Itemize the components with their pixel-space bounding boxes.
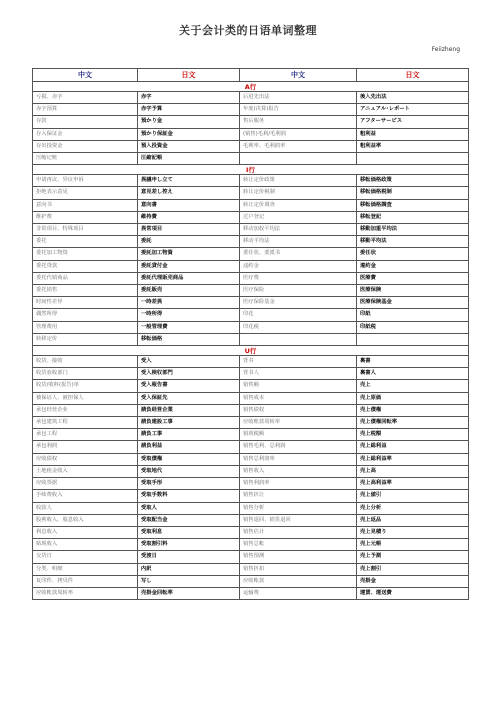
chinese-term-cell: 委任状、委派书 bbox=[240, 248, 357, 260]
japanese-term-cell: 請負利益 bbox=[138, 441, 240, 453]
table-row bbox=[33, 333, 469, 345]
table-row bbox=[33, 297, 469, 309]
japanese-term-cell: 後入先出法 bbox=[357, 92, 469, 104]
japanese-term-cell: 一般管理費 bbox=[138, 321, 240, 333]
chinese-term-cell: 收货、接收 bbox=[33, 356, 138, 368]
japanese-term-cell: 請負工事 bbox=[138, 429, 240, 441]
table-row bbox=[33, 248, 469, 260]
chinese-term-cell: 转让定价调查 bbox=[240, 199, 357, 211]
chinese-term-cell bbox=[240, 153, 357, 165]
chinese-term-cell: 亏损、赤字 bbox=[33, 92, 138, 104]
chinese-term-cell: 委托贷款 bbox=[33, 260, 138, 272]
header-row bbox=[33, 69, 469, 82]
header-chinese: 中文 bbox=[33, 69, 138, 82]
japanese-term-cell: 売上債権回転率 bbox=[357, 417, 469, 429]
chinese-term-cell: 委托 bbox=[33, 236, 138, 248]
chinese-term-cell: 销售预测 bbox=[240, 551, 357, 563]
table-row bbox=[33, 356, 469, 368]
chinese-term-cell: 时间性差异 bbox=[33, 297, 138, 309]
japanese-term-cell bbox=[357, 333, 469, 345]
header-chinese: 中文 bbox=[240, 69, 357, 82]
table-row bbox=[33, 116, 469, 128]
chinese-term-cell bbox=[240, 333, 357, 345]
chinese-term-cell: 转移定价 bbox=[33, 333, 138, 345]
japanese-term-cell: 売掛金 bbox=[357, 575, 469, 587]
chinese-term-cell: 手续费收入 bbox=[33, 490, 138, 502]
japanese-term-cell: 委託加工物資 bbox=[138, 248, 240, 260]
chinese-term-cell: 应收票据 bbox=[33, 478, 138, 490]
chinese-term-cell: 销售分析 bbox=[240, 502, 357, 514]
vocabulary-table bbox=[32, 68, 469, 600]
japanese-term-cell: 写し bbox=[138, 575, 240, 587]
table-row bbox=[33, 453, 469, 465]
chinese-term-cell: 销售估计 bbox=[240, 526, 357, 538]
table-row bbox=[33, 539, 469, 551]
table-row bbox=[33, 514, 469, 526]
japanese-term-cell: 医療費 bbox=[357, 272, 469, 284]
chinese-term-cell: 后进先出法 bbox=[240, 92, 357, 104]
chinese-term-cell: 售后服务 bbox=[240, 116, 357, 128]
chinese-term-cell: 背书 bbox=[240, 356, 357, 368]
japanese-term-cell: 医療保険基金 bbox=[357, 297, 469, 309]
chinese-term-cell: 销售额 bbox=[240, 380, 357, 392]
chinese-term-cell: 收货/收料(报告)单 bbox=[33, 380, 138, 392]
chinese-term-cell: (销售)毛利/毛利润 bbox=[240, 128, 357, 140]
header-japanese: 日文 bbox=[138, 69, 240, 82]
table-row bbox=[33, 104, 469, 116]
japanese-term-cell: 請負経営企業 bbox=[138, 404, 240, 416]
chinese-term-cell: 转让定价税制 bbox=[240, 187, 357, 199]
japanese-term-cell: 受取手数料 bbox=[138, 490, 240, 502]
table-row bbox=[33, 199, 469, 211]
chinese-term-cell: 过户登记 bbox=[240, 211, 357, 223]
japanese-term-cell: 売上債権 bbox=[357, 404, 469, 416]
chinese-term-cell: 销售退回、销货退回 bbox=[240, 514, 357, 526]
japanese-term-cell: 受取利息 bbox=[138, 526, 240, 538]
chinese-term-cell: 应收帐款周转率 bbox=[33, 587, 138, 599]
chinese-term-cell: 销售折让 bbox=[240, 490, 357, 502]
chinese-term-cell: 分类、明细 bbox=[33, 563, 138, 575]
japanese-term-cell: 売掛金回転率 bbox=[138, 587, 240, 599]
table-row bbox=[33, 392, 469, 404]
table-row bbox=[33, 92, 469, 104]
japanese-term-cell: 裏書人 bbox=[357, 368, 469, 380]
japanese-term-cell: 預かり金 bbox=[138, 116, 240, 128]
table-row bbox=[33, 224, 469, 236]
chinese-term-cell: 销售成本 bbox=[240, 392, 357, 404]
japanese-term-cell: 売上高利益率 bbox=[357, 478, 469, 490]
table-row bbox=[33, 175, 469, 187]
table-row bbox=[33, 285, 469, 297]
author-name: Feiizheng bbox=[431, 46, 460, 53]
table-row bbox=[33, 368, 469, 380]
japanese-term-cell: 委託代理販売商品 bbox=[138, 272, 240, 284]
section-label: A行 bbox=[33, 82, 469, 92]
japanese-term-cell: 売上値引 bbox=[357, 490, 469, 502]
chinese-term-cell: 偶然所得 bbox=[33, 309, 138, 321]
japanese-term-cell: 売上原価 bbox=[357, 392, 469, 404]
section-header-row bbox=[33, 165, 469, 175]
chinese-term-cell: 违约金 bbox=[240, 260, 357, 272]
chinese-term-cell: 承包工程 bbox=[33, 429, 138, 441]
japanese-term-cell: 運賃、運送費 bbox=[357, 587, 469, 599]
chinese-term-cell: 承包建筑工程 bbox=[33, 417, 138, 429]
japanese-term-cell: 粗利益率 bbox=[357, 140, 469, 152]
chinese-term-cell: 申请再议、异议申诉 bbox=[33, 175, 138, 187]
japanese-term-cell: 一時所得 bbox=[138, 309, 240, 321]
japanese-term-cell: 内訳 bbox=[138, 563, 240, 575]
japanese-term-cell: 一時差異 bbox=[138, 297, 240, 309]
table-row bbox=[33, 441, 469, 453]
japanese-term-cell: 粗利益 bbox=[357, 128, 469, 140]
chinese-term-cell: 移动平均法 bbox=[240, 236, 357, 248]
chinese-term-cell: 意向书 bbox=[33, 199, 138, 211]
japanese-term-cell: 売上分析 bbox=[357, 502, 469, 514]
chinese-term-cell: 承包经营企业 bbox=[33, 404, 138, 416]
chinese-term-cell: 非常项目、特殊项目 bbox=[33, 224, 138, 236]
japanese-term-cell: 移転登記 bbox=[357, 211, 469, 223]
chinese-term-cell: 医疗保险 bbox=[240, 285, 357, 297]
japanese-term-cell: 受取地代 bbox=[138, 465, 240, 477]
japanese-term-cell: 請負建設工事 bbox=[138, 417, 240, 429]
chinese-term-cell: 存款 bbox=[33, 116, 138, 128]
table-row bbox=[33, 526, 469, 538]
section-header-row bbox=[33, 82, 469, 92]
chinese-term-cell: 股利收入、股息收入 bbox=[33, 514, 138, 526]
table-row bbox=[33, 490, 469, 502]
chinese-term-cell: 年度(决算)报告 bbox=[240, 104, 357, 116]
japanese-term-cell: 異議申し立て bbox=[138, 175, 240, 187]
table-row bbox=[33, 236, 469, 248]
japanese-term-cell: 売上返品 bbox=[357, 514, 469, 526]
japanese-term-cell: 受入報告書 bbox=[138, 380, 240, 392]
chinese-term-cell: 印花税 bbox=[240, 321, 357, 333]
japanese-term-cell: 預入投資金 bbox=[138, 140, 240, 152]
chinese-term-cell: 销售债权 bbox=[240, 404, 357, 416]
japanese-term-cell: 移転価格 bbox=[138, 333, 240, 345]
japanese-term-cell: 移動加重平均法 bbox=[357, 224, 469, 236]
japanese-term-cell: 医療保険 bbox=[357, 285, 469, 297]
table-row bbox=[33, 272, 469, 284]
japanese-term-cell: 受取配当金 bbox=[138, 514, 240, 526]
japanese-term-cell: 受入保証先 bbox=[138, 392, 240, 404]
chinese-term-cell: 压缩记账 bbox=[33, 153, 138, 165]
japanese-term-cell bbox=[357, 153, 469, 165]
japanese-term-cell: 維持費 bbox=[138, 211, 240, 223]
chinese-term-cell: 销售毛利、总利润 bbox=[240, 441, 357, 453]
japanese-term-cell: 売上見積り bbox=[357, 526, 469, 538]
japanese-term-cell: 意見差し控え bbox=[138, 187, 240, 199]
japanese-term-cell: アニュアル･レポート bbox=[357, 104, 469, 116]
japanese-term-cell: 移転価格調査 bbox=[357, 199, 469, 211]
japanese-term-cell: 印紙税 bbox=[357, 321, 469, 333]
japanese-term-cell: 売上元帳 bbox=[357, 539, 469, 551]
chinese-term-cell: 复印件、拷贝件 bbox=[33, 575, 138, 587]
chinese-term-cell: 维护费 bbox=[33, 211, 138, 223]
chinese-term-cell: 印花 bbox=[240, 309, 357, 321]
table-row bbox=[33, 563, 469, 575]
japanese-term-cell: 売上予測 bbox=[357, 551, 469, 563]
chinese-term-cell: 销售收入 bbox=[240, 465, 357, 477]
chinese-term-cell: 存入保证金 bbox=[33, 128, 138, 140]
table-row bbox=[33, 478, 469, 490]
section-header-row bbox=[33, 346, 469, 356]
japanese-term-cell: 受渡日 bbox=[138, 551, 240, 563]
japanese-term-cell: 預かり保証金 bbox=[138, 128, 240, 140]
chinese-term-cell: 交货日 bbox=[33, 551, 138, 563]
chinese-term-cell: 医疗费 bbox=[240, 272, 357, 284]
table-row bbox=[33, 587, 469, 599]
section-label: U行 bbox=[33, 346, 469, 356]
chinese-term-cell: 利息收入 bbox=[33, 526, 138, 538]
japanese-term-cell: 委託貸付金 bbox=[138, 260, 240, 272]
japanese-term-cell: 移転価格税制 bbox=[357, 187, 469, 199]
japanese-term-cell: 裏書 bbox=[357, 356, 469, 368]
table-row bbox=[33, 465, 469, 477]
chinese-term-cell: 应收债权 bbox=[33, 453, 138, 465]
table-row bbox=[33, 128, 469, 140]
japanese-term-cell: 売上高 bbox=[357, 465, 469, 477]
japanese-term-cell: 圧縮記帳 bbox=[138, 153, 240, 165]
japanese-term-cell: 受入 bbox=[138, 356, 240, 368]
chinese-term-cell: 医疗保险基金 bbox=[240, 297, 357, 309]
chinese-term-cell: 销售利润率 bbox=[240, 478, 357, 490]
chinese-term-cell: 存出投资金 bbox=[33, 140, 138, 152]
japanese-term-cell: 売上 bbox=[357, 380, 469, 392]
chinese-term-cell: 销售总帐 bbox=[240, 539, 357, 551]
chinese-term-cell: 拒绝表示意见 bbox=[33, 187, 138, 199]
japanese-term-cell: 意向書 bbox=[138, 199, 240, 211]
chinese-term-cell: 委托加工物资 bbox=[33, 248, 138, 260]
chinese-term-cell: 收款人 bbox=[33, 502, 138, 514]
japanese-term-cell: 受取債権 bbox=[138, 453, 240, 465]
japanese-term-cell: 赤字予算 bbox=[138, 104, 240, 116]
chinese-term-cell: 毛利率、毛利润率 bbox=[240, 140, 357, 152]
chinese-term-cell: 土地租金收入 bbox=[33, 465, 138, 477]
chinese-term-cell: 管理费用 bbox=[33, 321, 138, 333]
japanese-term-cell: 売上総利益率 bbox=[357, 453, 469, 465]
chinese-term-cell: 应收账款周转率 bbox=[240, 417, 357, 429]
japanese-term-cell: 売上割引 bbox=[357, 563, 469, 575]
chinese-term-cell: 委托销售 bbox=[33, 285, 138, 297]
document-title: 关于会计类的日语单词整理 bbox=[179, 24, 317, 37]
table-row bbox=[33, 575, 469, 587]
japanese-term-cell: 委任状 bbox=[357, 248, 469, 260]
table-row bbox=[33, 380, 469, 392]
chinese-term-cell: 赤字预算 bbox=[33, 104, 138, 116]
table-row bbox=[33, 502, 469, 514]
japanese-term-cell: 赤字 bbox=[138, 92, 240, 104]
chinese-term-cell: 背书人 bbox=[240, 368, 357, 380]
chinese-term-cell: 移动加权平均法 bbox=[240, 224, 357, 236]
japanese-term-cell: 異常項目 bbox=[138, 224, 240, 236]
japanese-term-cell: 受取手形 bbox=[138, 478, 240, 490]
chinese-term-cell: 应收帐款 bbox=[240, 575, 357, 587]
table-row bbox=[33, 417, 469, 429]
table-row bbox=[33, 321, 469, 333]
chinese-term-cell: 运输费 bbox=[240, 587, 357, 599]
japanese-term-cell: 違約金 bbox=[357, 260, 469, 272]
chinese-term-cell: 销售总利润率 bbox=[240, 453, 357, 465]
japanese-term-cell: アフターサービス bbox=[357, 116, 469, 128]
japanese-term-cell: 売上税額 bbox=[357, 429, 469, 441]
japanese-term-cell: 売上総利益 bbox=[357, 441, 469, 453]
table-row bbox=[33, 153, 469, 165]
table-row bbox=[33, 404, 469, 416]
japanese-term-cell: 委託販売 bbox=[138, 285, 240, 297]
chinese-term-cell: 被保证人、被担保人 bbox=[33, 392, 138, 404]
section-label: I行 bbox=[33, 165, 469, 175]
japanese-term-cell: 印紙 bbox=[357, 309, 469, 321]
chinese-term-cell: 销售折扣 bbox=[240, 563, 357, 575]
chinese-term-cell: 贴现收入 bbox=[33, 539, 138, 551]
japanese-term-cell: 受取人 bbox=[138, 502, 240, 514]
chinese-term-cell: 收货验收部门 bbox=[33, 368, 138, 380]
table-row bbox=[33, 211, 469, 223]
chinese-term-cell: 转让定价政策 bbox=[240, 175, 357, 187]
table-row bbox=[33, 309, 469, 321]
chinese-term-cell: 承包利润 bbox=[33, 441, 138, 453]
japanese-term-cell: 受取割引料 bbox=[138, 539, 240, 551]
japanese-term-cell: 受入検収部門 bbox=[138, 368, 240, 380]
japanese-term-cell: 委託 bbox=[138, 236, 240, 248]
table-row bbox=[33, 429, 469, 441]
table-row bbox=[33, 140, 469, 152]
table-row bbox=[33, 187, 469, 199]
japanese-term-cell: 移動平均法 bbox=[357, 236, 469, 248]
header-japanese: 日文 bbox=[357, 69, 469, 82]
japanese-term-cell: 移転価格政策 bbox=[357, 175, 469, 187]
table-row bbox=[33, 551, 469, 563]
chinese-term-cell: 销项税额 bbox=[240, 429, 357, 441]
table-row bbox=[33, 260, 469, 272]
chinese-term-cell: 委托代销商品 bbox=[33, 272, 138, 284]
